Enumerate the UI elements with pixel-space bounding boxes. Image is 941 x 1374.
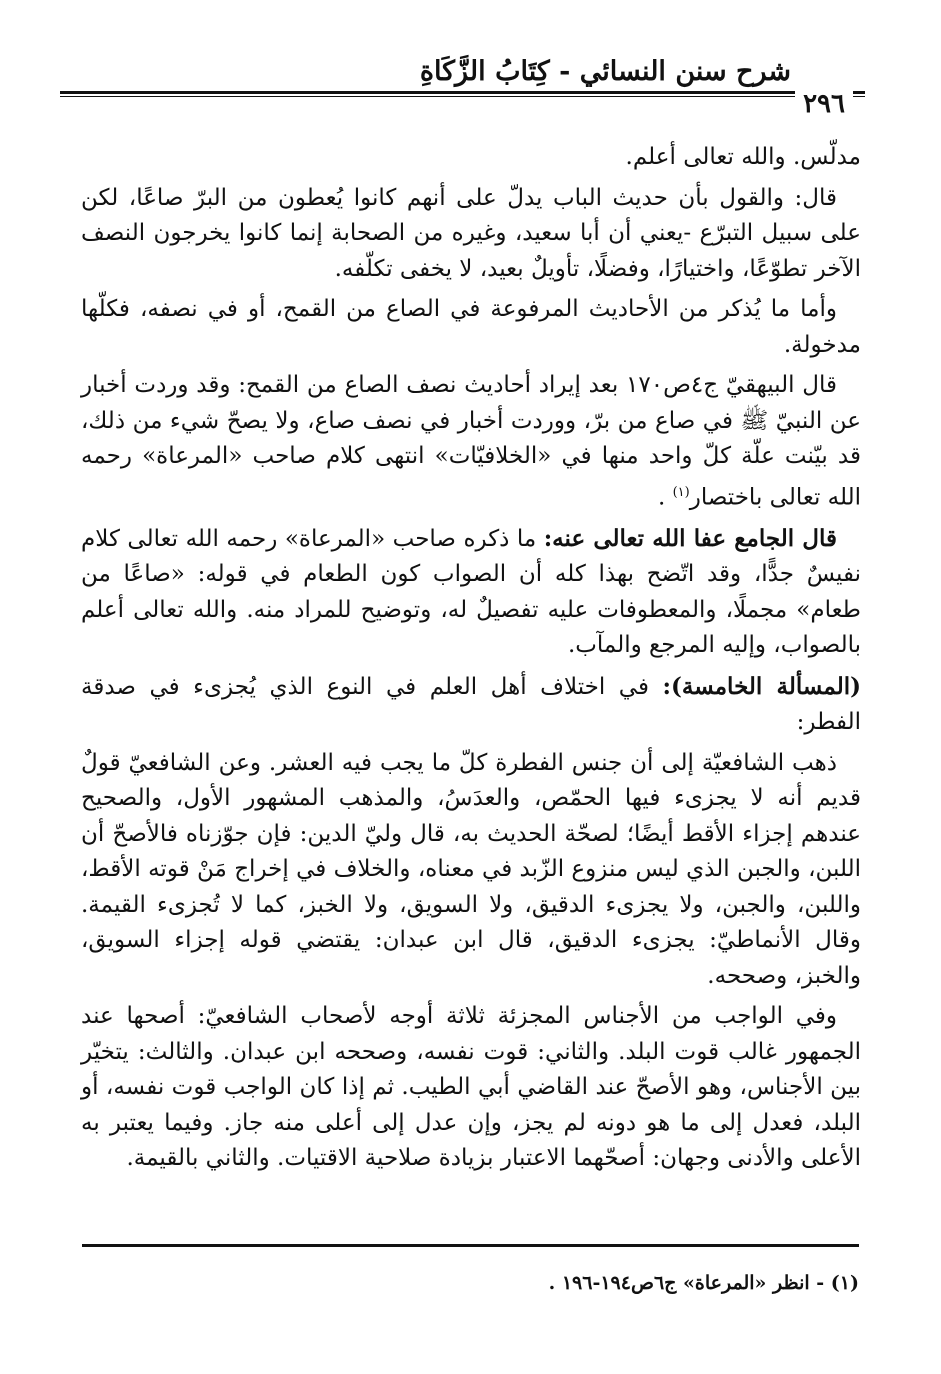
- paragraph-8: وفي الواجب من الأجناس المجزئة ثلاثة أوجه لأصحاب الشافعيّ: أصحها عند الجمهور غالب قوت البلد. والثاني: قوت نفسه، وصححه ابن عبدان. والثالث: يتخيّر بين الأجناس، وهو الأصحّ عند القاضي أبي الطيب. ثم إذا كان الواجب قوت نفسه، أو البلد، فعدل إلى ما هو دونه لم يجز، وإن عدل إلى أعلى منه جاز. وفيما يعتبر به الأعلى والأدنى وجهان: أصحّهما الاعتبار بزيادة صلاحية الاقتيات. والثاني بالقيمة.: [81, 1003, 861, 1172]
- paragraph-6-text: في اختلاف أهل العلم في النوع الذي يُجزىء في صدقة الفطر:: [81, 673, 861, 736]
- page-number-box: [713, 87, 853, 121]
- footnote-marker[interactable]: (١): [672, 484, 690, 500]
- paragraph-4-end: .: [657, 484, 666, 511]
- paragraph-5-text: ما ذكره صاحب «المرعاة» رحمه الله تعالى كلام نفيسٌ جدًّا، وقد اتّضح بهذا كله أن الصواب كون الطعام في قوله: «صاعًا من طعام» مجملًا، والمعطوفات عليه تفصيلٌ له، وتوضيح للمراد منه. والله تعالى أعلم بالصواب، وإليه المرجع والمآب.: [81, 525, 861, 659]
- paragraph-5: [81, 521, 861, 664]
- paragraph-4-text: قال البيهقيّ ج٤ص١٧٠ بعد إيراد أحاديث نصف الصاع من القمح: وقد وردت أخبار عن النبيّ ﷺ في صاع من برّ، ووردت أخبار في نصف صاع، ولا يصحّ شيء من ذلك، قد بيّنت علّة كلّ واحد منها في «الخلافيّات» انتهى كلام صاحب «المرعاة» رحمه الله تعالى باختصار: [81, 372, 861, 511]
- running-title: شرح سنن النسائي - كِتَابُ الزَّكَاةِ: [419, 56, 791, 87]
- page-number: ٢٩٦: [795, 89, 853, 119]
- paragraph-3: وأما ما يُذكر من الأحاديث المرفوعة في الصاع من القمح، أو في نصفه، فكلّها مدخولة.: [81, 296, 861, 358]
- paragraph-6: [81, 669, 861, 741]
- paragraph-7: ذهب الشافعيّة إلى أن جنس الفطرة كلّ ما يجب فيه العشر. وعن الشافعيّ قولٌ قديم أنه لا يجزىء فيها الحمّص، والعدَسُ، والمذهب المشهور الأول، والصحيح عندهم إجزاء الأقط أيضًا؛ لصحّة الحديث به، قال وليّ الدين: فإن جوّزناه فالأصحّ أن اللبن، والجبن الذي ليس منزوع الزّبد في معناه، والخلاف في إخراج مَنْ قوته الأقط، واللبن، والجبن، ولا يجزىء الدقيق، ولا السويق، ولا الخبز، كما لا تُجزىء القيمة. وقال الأنماطيّ: يجزىء الدقيق، قال ابن عبدان: يقتضي قوله إجزاء السويق، والخبز، وصححه.: [81, 749, 861, 989]
- paragraph-1: مدلّس. والله تعالى أعلم.: [625, 144, 861, 170]
- body-text: [81, 140, 861, 1182]
- jami-lead: قال الجامع عفا الله تعالى عنه:: [543, 524, 837, 552]
- section-heading: (المسألة الخامسة):: [662, 672, 861, 700]
- paragraph-2: قال: والقول بأن حديث الباب يدلّ على أنهم كانوا يُعطون من البرّ صاعًا، لكن على سبيل التبرّع -يعني أن أبا سعيد، وغيره من الصحابة إنما كانوا يخرجون النصف الآخر تطوّعًا، واختيارًا، وفضلًا، تأويلٌ بعيد، لا يخفى تكلّفه.: [81, 184, 861, 282]
- paragraph-4: [81, 368, 861, 516]
- footnote: (١) - انظر «المرعاة» ج٦ص١٩٤-١٩٦ .: [548, 1272, 859, 1294]
- footnote-rule: [82, 1244, 859, 1247]
